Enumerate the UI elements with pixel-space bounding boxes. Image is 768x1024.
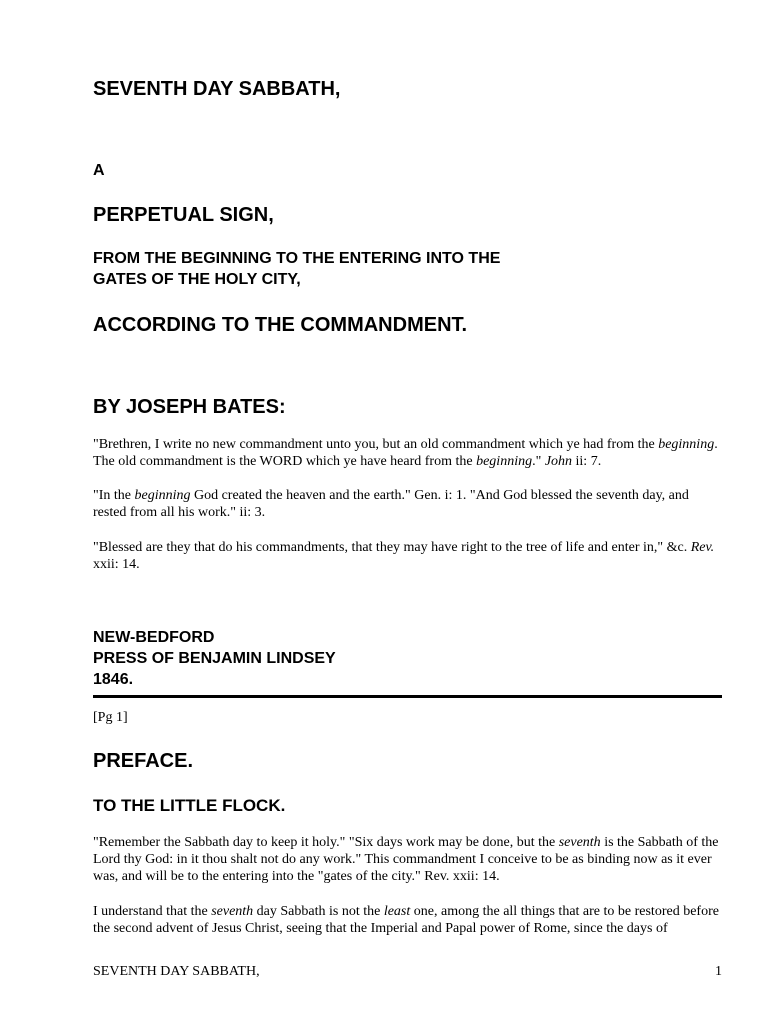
epigraph-2 [93,487,723,521]
preface-p1-text-a: "Remember the Sabbath day to keep it holy." "Six days work may be done, but the [93,835,559,850]
preface-paragraph-2 [93,903,723,937]
preface-heading: PREFACE. [93,750,194,772]
title-line-4a: FROM THE BEGINNING TO THE ENTERING INTO THE [93,250,501,267]
footer-running-title: SEVENTH DAY SABBATH, [93,964,260,979]
epigraph-2-text-c: God created the heaven and the earth." Gen. i: 1. "And God blessed the seventh day, and rested from all his work." ii: 3. [93,488,689,520]
epigraph-1-text-e: ." [532,454,545,469]
preface-p2-italic-b: seventh [211,904,254,919]
preface-p1-text-c: is the Sabbath of the Lord thy God: in it thou shalt not do any work." This commandment I conceive to be as binding now as it ever was, and will be to the entering into the "gates of the city." Rev. xxii: 14. [93,835,719,884]
epigraph-2-italic-b: beginning [134,488,191,503]
title-line-5: ACCORDING TO THE COMMANDMENT. [93,314,468,336]
preface-p2-text-c: day Sabbath is not the [253,904,384,919]
preface-p1-italic-b: seventh [558,835,601,850]
epigraph-3-text-a: "Blessed are they that do his commandments, that they may have right to the tree of life and enter in," &c. [93,540,691,555]
epigraph-3-italic-b: Rev. [690,540,715,555]
preface-p2-text-a: I understand that the [93,904,212,919]
title-line-4 [93,248,500,290]
epigraph-1 [93,436,723,470]
title-line-3: PERPETUAL SIGN, [93,204,274,226]
preface-p2-italic-d: least [383,904,411,919]
epigraph-1-italic-f: John [544,454,573,469]
title-line-1: SEVENTH DAY SABBATH, [93,78,341,100]
imprint-press: PRESS OF BENJAMIN LINDSEY [93,650,336,667]
author-line: BY JOSEPH BATES: [93,396,286,418]
imprint-year: 1846. [93,671,134,688]
imprint-place: NEW-BEDFORD [93,629,215,646]
epigraph-1-text-g: ii: 7. [572,454,602,469]
title-line-4b: GATES OF THE HOLY CITY, [93,271,301,288]
epigraph-3-text-c: xxii: 14. [93,557,140,572]
epigraph-1-text-a: "Brethren, I write no new commandment unto you, but an old commandment which ye had from the [93,437,659,452]
page-footer [93,964,722,980]
preface-p2-text-e: one, among the all things that are to be restored before the second advent of Jesus Christ, seeing that the Imperial and Papal power of Rome, since the days of [93,904,719,936]
footer-page-number: 1 [715,964,722,979]
preface-subheading: TO THE LITTLE FLOCK. [93,796,286,815]
epigraph-1-italic-d: beginning [476,454,533,469]
epigraph-2-text-a: "In the [93,488,135,503]
page-marker: [Pg 1] [93,710,128,725]
epigraph-1-italic-b: beginning [658,437,715,452]
horizontal-rule [93,695,722,698]
title-line-2: A [93,162,105,179]
epigraph-1-text-c: . The old commandment is the WORD which ye have heard from the [93,437,718,469]
epigraph-3 [93,539,723,573]
imprint [93,627,336,690]
preface-paragraph-1 [93,834,723,885]
